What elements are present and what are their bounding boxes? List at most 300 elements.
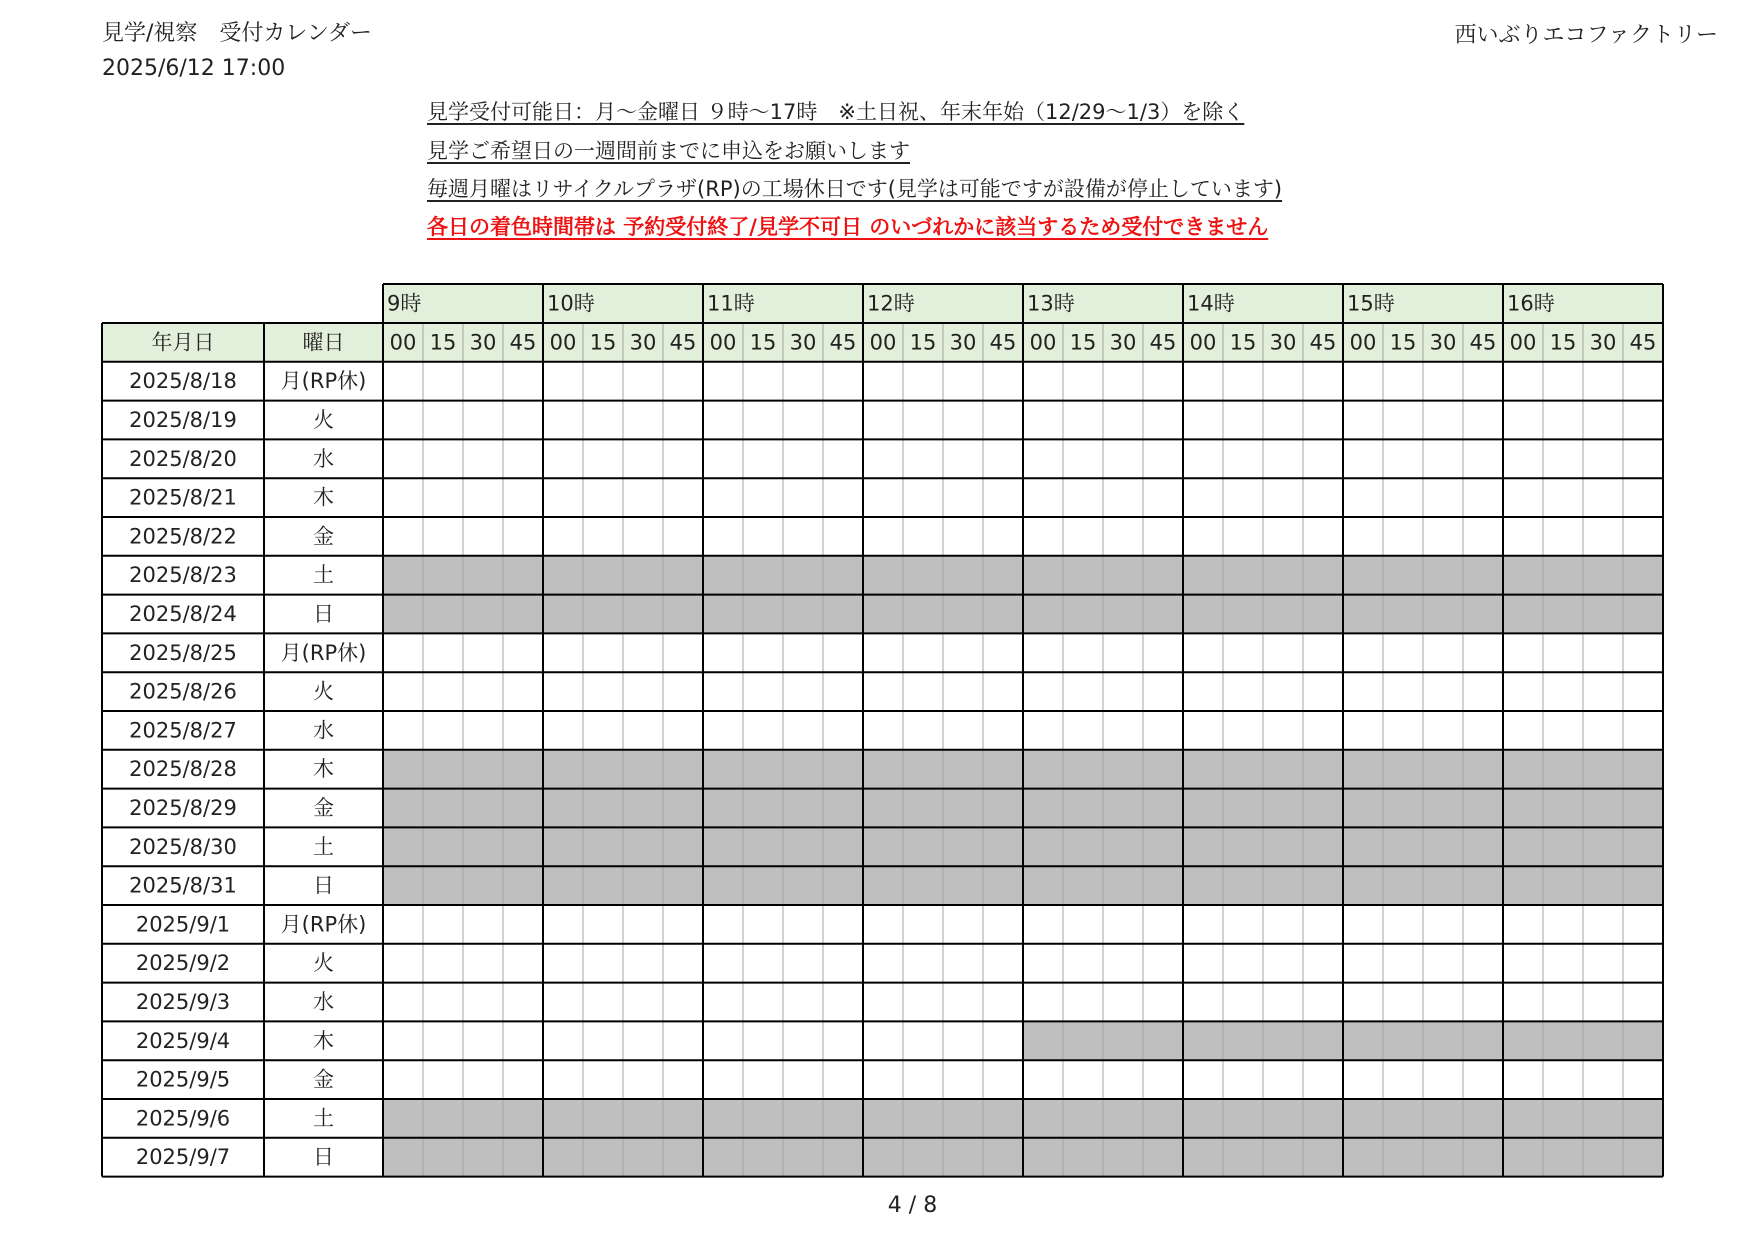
time-slot-unavailable bbox=[1343, 750, 1383, 789]
minute-label: 15 bbox=[589, 330, 617, 355]
time-slot-unavailable bbox=[463, 827, 503, 866]
time-slot-unavailable bbox=[1463, 827, 1503, 866]
time-slot-available bbox=[463, 905, 503, 944]
time-slot-available bbox=[1303, 478, 1343, 517]
time-slot-available bbox=[1543, 401, 1583, 440]
time-slot-available bbox=[1023, 944, 1063, 983]
time-slot-available bbox=[503, 362, 543, 401]
time-slot-unavailable bbox=[823, 789, 863, 828]
time-slot-available bbox=[743, 672, 783, 711]
time-slot-unavailable bbox=[1063, 556, 1103, 595]
time-slot-unavailable bbox=[1343, 827, 1383, 866]
time-slot-unavailable bbox=[1063, 750, 1103, 789]
time-slot-unavailable bbox=[783, 1138, 823, 1177]
time-slot-available bbox=[823, 362, 863, 401]
time-slot-available bbox=[1103, 672, 1143, 711]
time-slot-available bbox=[503, 672, 543, 711]
time-slot-unavailable bbox=[1623, 750, 1663, 789]
time-slot-unavailable bbox=[1383, 595, 1423, 634]
time-slot-available bbox=[423, 633, 463, 672]
time-slot-unavailable bbox=[823, 827, 863, 866]
time-slot-unavailable bbox=[1503, 750, 1543, 789]
time-slot-available bbox=[903, 439, 943, 478]
time-slot-unavailable bbox=[743, 827, 783, 866]
time-slot-available bbox=[983, 711, 1023, 750]
time-slot-available bbox=[383, 478, 423, 517]
time-slot-available bbox=[1543, 672, 1583, 711]
time-slot-unavailable bbox=[863, 595, 903, 634]
time-slot-available bbox=[1343, 478, 1383, 517]
time-slot-available bbox=[543, 401, 583, 440]
time-slot-available bbox=[1583, 1060, 1623, 1099]
time-slot-available bbox=[1383, 362, 1423, 401]
time-slot-available bbox=[1183, 362, 1223, 401]
time-slot-unavailable bbox=[1463, 1138, 1503, 1177]
time-slot-unavailable bbox=[1103, 750, 1143, 789]
row-weekday: 月(RP休) bbox=[280, 369, 367, 394]
time-slot-unavailable bbox=[1303, 1138, 1343, 1177]
time-slot-unavailable bbox=[1063, 827, 1103, 866]
minute-label: 15 bbox=[429, 330, 457, 355]
time-slot-unavailable bbox=[943, 1099, 983, 1138]
time-slot-unavailable bbox=[1263, 1021, 1303, 1060]
time-slot-available bbox=[1543, 362, 1583, 401]
notice-shaded-warning: 各日の着色時間帯は 予約受付終了/見学不可日 のいづれかに該当するため受付できません bbox=[427, 215, 1269, 239]
time-slot-unavailable bbox=[383, 750, 423, 789]
row-date: 2025/8/27 bbox=[129, 718, 237, 743]
time-slot-available bbox=[623, 517, 663, 556]
time-slot-available bbox=[1423, 478, 1463, 517]
time-slot-unavailable bbox=[983, 866, 1023, 905]
time-slot-unavailable bbox=[1583, 866, 1623, 905]
time-slot-available bbox=[783, 362, 823, 401]
time-slot-unavailable bbox=[983, 827, 1023, 866]
time-slot-available bbox=[1023, 983, 1063, 1022]
minute-label: 00 bbox=[389, 330, 417, 355]
time-slot-unavailable bbox=[983, 1099, 1023, 1138]
time-slot-unavailable bbox=[1183, 866, 1223, 905]
row-weekday: 日 bbox=[313, 1145, 334, 1170]
time-slot-unavailable bbox=[1103, 1021, 1143, 1060]
time-slot-unavailable bbox=[1263, 1138, 1303, 1177]
time-slot-unavailable bbox=[1063, 1021, 1103, 1060]
time-slot-unavailable bbox=[943, 750, 983, 789]
minute-label: 15 bbox=[1389, 330, 1417, 355]
time-slot-unavailable bbox=[1023, 750, 1063, 789]
row-weekday: 土 bbox=[313, 563, 334, 588]
time-slot-available bbox=[1063, 1060, 1103, 1099]
time-slot-available bbox=[623, 905, 663, 944]
time-slot-available bbox=[1383, 711, 1423, 750]
time-slot-unavailable bbox=[383, 789, 423, 828]
time-slot-unavailable bbox=[1423, 789, 1463, 828]
time-slot-unavailable bbox=[1143, 827, 1183, 866]
time-slot-available bbox=[663, 439, 703, 478]
time-slot-available bbox=[543, 711, 583, 750]
time-slot-available bbox=[543, 478, 583, 517]
time-slot-unavailable bbox=[983, 556, 1023, 595]
time-slot-available bbox=[1183, 983, 1223, 1022]
time-slot-available bbox=[903, 517, 943, 556]
time-slot-available bbox=[463, 362, 503, 401]
time-slot-unavailable bbox=[583, 789, 623, 828]
time-slot-unavailable bbox=[863, 750, 903, 789]
time-slot-available bbox=[543, 1060, 583, 1099]
time-slot-available bbox=[383, 905, 423, 944]
time-slot-unavailable bbox=[663, 827, 703, 866]
time-slot-available bbox=[1023, 439, 1063, 478]
time-slot-available bbox=[583, 439, 623, 478]
row-weekday: 金 bbox=[313, 1067, 334, 1092]
time-slot-unavailable bbox=[383, 866, 423, 905]
time-slot-available bbox=[703, 478, 743, 517]
minute-label: 45 bbox=[1629, 330, 1657, 355]
time-slot-available bbox=[1223, 1060, 1263, 1099]
row-date: 2025/8/18 bbox=[129, 369, 237, 394]
time-slot-unavailable bbox=[1343, 1138, 1383, 1177]
date-column-header: 年月日 bbox=[151, 330, 215, 355]
time-slot-unavailable bbox=[703, 866, 743, 905]
time-slot-unavailable bbox=[583, 866, 623, 905]
time-slot-unavailable bbox=[503, 750, 543, 789]
minute-label: 45 bbox=[669, 330, 697, 355]
time-slot-unavailable bbox=[783, 827, 823, 866]
time-slot-unavailable bbox=[543, 595, 583, 634]
time-slot-unavailable bbox=[1263, 827, 1303, 866]
time-slot-unavailable bbox=[1143, 1099, 1183, 1138]
time-slot-unavailable bbox=[623, 789, 663, 828]
time-slot-available bbox=[1423, 362, 1463, 401]
time-slot-available bbox=[1223, 517, 1263, 556]
time-slot-available bbox=[583, 401, 623, 440]
time-slot-available bbox=[1543, 478, 1583, 517]
time-slot-available bbox=[703, 633, 743, 672]
row-weekday: 金 bbox=[313, 524, 334, 549]
time-slot-available bbox=[1143, 633, 1183, 672]
time-slot-unavailable bbox=[1383, 1138, 1423, 1177]
minute-label: 00 bbox=[869, 330, 897, 355]
time-slot-available bbox=[1223, 944, 1263, 983]
time-slot-unavailable bbox=[703, 556, 743, 595]
row-date: 2025/9/5 bbox=[135, 1067, 231, 1092]
time-slot-available bbox=[823, 905, 863, 944]
page-number: 4 / 8 bbox=[887, 1193, 938, 1218]
time-slot-available bbox=[1423, 633, 1463, 672]
time-slot-unavailable bbox=[1063, 1099, 1103, 1138]
time-slot-available bbox=[583, 944, 623, 983]
time-slot-available bbox=[543, 439, 583, 478]
time-slot-unavailable bbox=[463, 595, 503, 634]
time-slot-available bbox=[583, 517, 623, 556]
time-slot-unavailable bbox=[623, 827, 663, 866]
time-slot-available bbox=[543, 633, 583, 672]
time-slot-unavailable bbox=[1183, 595, 1223, 634]
time-slot-unavailable bbox=[1503, 789, 1543, 828]
time-slot-available bbox=[943, 672, 983, 711]
time-slot-unavailable bbox=[1423, 595, 1463, 634]
time-slot-available bbox=[1463, 944, 1503, 983]
time-slot-available bbox=[383, 362, 423, 401]
row-weekday: 木 bbox=[313, 485, 334, 510]
time-slot-available bbox=[703, 1021, 743, 1060]
time-slot-available bbox=[1543, 439, 1583, 478]
time-slot-available bbox=[503, 439, 543, 478]
time-slot-available bbox=[663, 905, 703, 944]
time-slot-available bbox=[623, 478, 663, 517]
time-slot-available bbox=[1423, 711, 1463, 750]
time-slot-available bbox=[1303, 944, 1343, 983]
time-slot-available bbox=[1423, 672, 1463, 711]
time-slot-available bbox=[1263, 633, 1303, 672]
time-slot-unavailable bbox=[1223, 827, 1263, 866]
time-slot-unavailable bbox=[1543, 750, 1583, 789]
time-slot-available bbox=[1303, 711, 1343, 750]
time-slot-available bbox=[1623, 362, 1663, 401]
row-date: 2025/8/19 bbox=[129, 408, 237, 432]
time-slot-available bbox=[503, 517, 543, 556]
time-slot-available bbox=[1503, 439, 1543, 478]
time-slot-available bbox=[743, 362, 783, 401]
time-slot-available bbox=[1583, 439, 1623, 478]
time-slot-unavailable bbox=[903, 789, 943, 828]
time-slot-available bbox=[663, 672, 703, 711]
time-slot-unavailable bbox=[1623, 827, 1663, 866]
time-slot-unavailable bbox=[1543, 1099, 1583, 1138]
time-slot-available bbox=[1343, 944, 1383, 983]
time-slot-available bbox=[1143, 983, 1183, 1022]
time-slot-unavailable bbox=[663, 595, 703, 634]
time-slot-available bbox=[1223, 439, 1263, 478]
hour-label: 11時 bbox=[707, 291, 755, 316]
time-slot-unavailable bbox=[503, 1138, 543, 1177]
time-slot-available bbox=[863, 1021, 903, 1060]
time-slot-unavailable bbox=[943, 827, 983, 866]
time-slot-available bbox=[863, 711, 903, 750]
time-slot-unavailable bbox=[423, 750, 463, 789]
time-slot-available bbox=[623, 711, 663, 750]
time-slot-unavailable bbox=[1543, 595, 1583, 634]
time-slot-available bbox=[583, 478, 623, 517]
time-slot-unavailable bbox=[543, 1099, 583, 1138]
time-slot-unavailable bbox=[983, 789, 1023, 828]
time-slot-unavailable bbox=[1623, 789, 1663, 828]
time-slot-available bbox=[463, 517, 503, 556]
hour-label: 14時 bbox=[1187, 291, 1235, 316]
time-slot-available bbox=[823, 401, 863, 440]
time-slot-available bbox=[703, 1060, 743, 1099]
time-slot-unavailable bbox=[1423, 866, 1463, 905]
row-date: 2025/8/21 bbox=[129, 485, 237, 510]
time-slot-available bbox=[583, 633, 623, 672]
time-slot-available bbox=[623, 1060, 663, 1099]
time-slot-unavailable bbox=[543, 1138, 583, 1177]
time-slot-unavailable bbox=[503, 595, 543, 634]
time-slot-unavailable bbox=[983, 1138, 1023, 1177]
time-slot-unavailable bbox=[1343, 595, 1383, 634]
time-slot-available bbox=[1423, 905, 1463, 944]
time-slot-unavailable bbox=[1063, 1138, 1103, 1177]
time-slot-unavailable bbox=[863, 866, 903, 905]
time-slot-available bbox=[1143, 517, 1183, 556]
time-slot-available bbox=[863, 401, 903, 440]
minute-label: 30 bbox=[1109, 330, 1137, 355]
time-slot-unavailable bbox=[1343, 1021, 1383, 1060]
time-slot-unavailable bbox=[1423, 1138, 1463, 1177]
time-slot-available bbox=[1263, 478, 1303, 517]
time-slot-available bbox=[463, 439, 503, 478]
time-slot-available bbox=[983, 1060, 1023, 1099]
time-slot-unavailable bbox=[1343, 866, 1383, 905]
time-slot-available bbox=[423, 672, 463, 711]
time-slot-available bbox=[1103, 439, 1143, 478]
time-slot-available bbox=[1623, 983, 1663, 1022]
time-slot-unavailable bbox=[1503, 1099, 1543, 1138]
time-slot-available bbox=[1503, 633, 1543, 672]
time-slot-available bbox=[783, 401, 823, 440]
time-slot-unavailable bbox=[1543, 1021, 1583, 1060]
time-slot-available bbox=[943, 944, 983, 983]
time-slot-unavailable bbox=[783, 595, 823, 634]
time-slot-available bbox=[1343, 672, 1383, 711]
time-slot-available bbox=[663, 517, 703, 556]
row-date: 2025/8/23 bbox=[129, 563, 237, 588]
row-weekday: 土 bbox=[313, 1106, 334, 1131]
minute-label: 15 bbox=[1069, 330, 1097, 355]
time-slot-unavailable bbox=[1063, 789, 1103, 828]
time-slot-available bbox=[1623, 401, 1663, 440]
time-slot-unavailable bbox=[743, 789, 783, 828]
time-slot-available bbox=[1063, 944, 1103, 983]
time-slot-available bbox=[743, 711, 783, 750]
notice-available-days: 見学受付可能日：月～金曜日 ９時～17時 ※土日祝、年末年始（12/29～1/3）を除く bbox=[427, 100, 1245, 124]
time-slot-available bbox=[1183, 672, 1223, 711]
time-slot-available bbox=[863, 633, 903, 672]
row-weekday: 日 bbox=[313, 602, 334, 626]
time-slot-available bbox=[583, 983, 623, 1022]
time-slot-available bbox=[823, 478, 863, 517]
timestamp: 2025/6/12 17:00 bbox=[102, 56, 286, 81]
time-slot-available bbox=[463, 1021, 503, 1060]
time-slot-unavailable bbox=[703, 789, 743, 828]
time-slot-unavailable bbox=[1183, 556, 1223, 595]
row-weekday: 木 bbox=[313, 1028, 334, 1053]
hour-label: 12時 bbox=[867, 291, 915, 316]
time-slot-available bbox=[1303, 401, 1343, 440]
time-slot-unavailable bbox=[1143, 556, 1183, 595]
time-slot-unavailable bbox=[623, 556, 663, 595]
time-slot-available bbox=[863, 517, 903, 556]
time-slot-available bbox=[743, 905, 783, 944]
time-slot-unavailable bbox=[1383, 866, 1423, 905]
time-slot-available bbox=[1063, 439, 1103, 478]
time-slot-available bbox=[1383, 401, 1423, 440]
time-slot-available bbox=[783, 905, 823, 944]
minute-label: 15 bbox=[1229, 330, 1257, 355]
time-slot-available bbox=[983, 478, 1023, 517]
time-slot-unavailable bbox=[623, 750, 663, 789]
time-slot-unavailable bbox=[463, 789, 503, 828]
time-slot-available bbox=[1023, 672, 1063, 711]
time-slot-unavailable bbox=[1383, 750, 1423, 789]
time-slot-unavailable bbox=[943, 789, 983, 828]
time-slot-available bbox=[1183, 633, 1223, 672]
time-slot-available bbox=[1263, 517, 1303, 556]
time-slot-available bbox=[1063, 362, 1103, 401]
time-slot-available bbox=[903, 478, 943, 517]
time-slot-unavailable bbox=[703, 827, 743, 866]
time-slot-unavailable bbox=[1023, 595, 1063, 634]
time-slot-unavailable bbox=[863, 827, 903, 866]
time-slot-available bbox=[583, 905, 623, 944]
time-slot-available bbox=[1583, 401, 1623, 440]
time-slot-available bbox=[463, 1060, 503, 1099]
time-slot-unavailable bbox=[663, 789, 703, 828]
time-slot-unavailable bbox=[583, 827, 623, 866]
time-slot-unavailable bbox=[383, 827, 423, 866]
time-slot-available bbox=[943, 517, 983, 556]
time-slot-available bbox=[1223, 905, 1263, 944]
hour-label: 9時 bbox=[387, 291, 422, 316]
time-slot-unavailable bbox=[1023, 866, 1063, 905]
time-slot-available bbox=[463, 633, 503, 672]
time-slot-available bbox=[1383, 905, 1423, 944]
time-slot-available bbox=[1183, 401, 1223, 440]
time-slot-unavailable bbox=[543, 866, 583, 905]
time-slot-unavailable bbox=[463, 1138, 503, 1177]
time-slot-unavailable bbox=[1583, 789, 1623, 828]
time-slot-available bbox=[623, 401, 663, 440]
time-slot-unavailable bbox=[583, 556, 623, 595]
time-slot-available bbox=[823, 983, 863, 1022]
time-slot-available bbox=[503, 983, 543, 1022]
time-slot-available bbox=[503, 711, 543, 750]
time-slot-available bbox=[783, 517, 823, 556]
time-slot-unavailable bbox=[383, 1138, 423, 1177]
time-slot-unavailable bbox=[1023, 1099, 1063, 1138]
time-slot-available bbox=[863, 905, 903, 944]
time-slot-available bbox=[1583, 633, 1623, 672]
time-slot-available bbox=[383, 1060, 423, 1099]
time-slot-unavailable bbox=[903, 750, 943, 789]
time-slot-available bbox=[1103, 478, 1143, 517]
time-slot-available bbox=[1463, 517, 1503, 556]
time-slot-available bbox=[623, 362, 663, 401]
time-slot-available bbox=[743, 1060, 783, 1099]
time-slot-available bbox=[863, 362, 903, 401]
minute-label: 00 bbox=[709, 330, 737, 355]
minute-label: 30 bbox=[1269, 330, 1297, 355]
time-slot-unavailable bbox=[663, 1099, 703, 1138]
time-slot-available bbox=[1343, 983, 1383, 1022]
minute-label: 00 bbox=[1029, 330, 1057, 355]
time-slot-available bbox=[1503, 905, 1543, 944]
time-slot-available bbox=[1623, 711, 1663, 750]
time-slot-available bbox=[1503, 362, 1543, 401]
time-slot-unavailable bbox=[1343, 1099, 1383, 1138]
time-slot-unavailable bbox=[1583, 750, 1623, 789]
time-slot-available bbox=[1423, 439, 1463, 478]
time-slot-available bbox=[503, 478, 543, 517]
time-slot-available bbox=[1623, 944, 1663, 983]
time-slot-available bbox=[903, 401, 943, 440]
time-slot-unavailable bbox=[743, 750, 783, 789]
hour-label: 13時 bbox=[1027, 291, 1075, 316]
time-slot-unavailable bbox=[1423, 1021, 1463, 1060]
time-slot-available bbox=[1623, 439, 1663, 478]
time-slot-unavailable bbox=[1383, 827, 1423, 866]
time-slot-unavailable bbox=[583, 1138, 623, 1177]
time-slot-available bbox=[903, 1021, 943, 1060]
